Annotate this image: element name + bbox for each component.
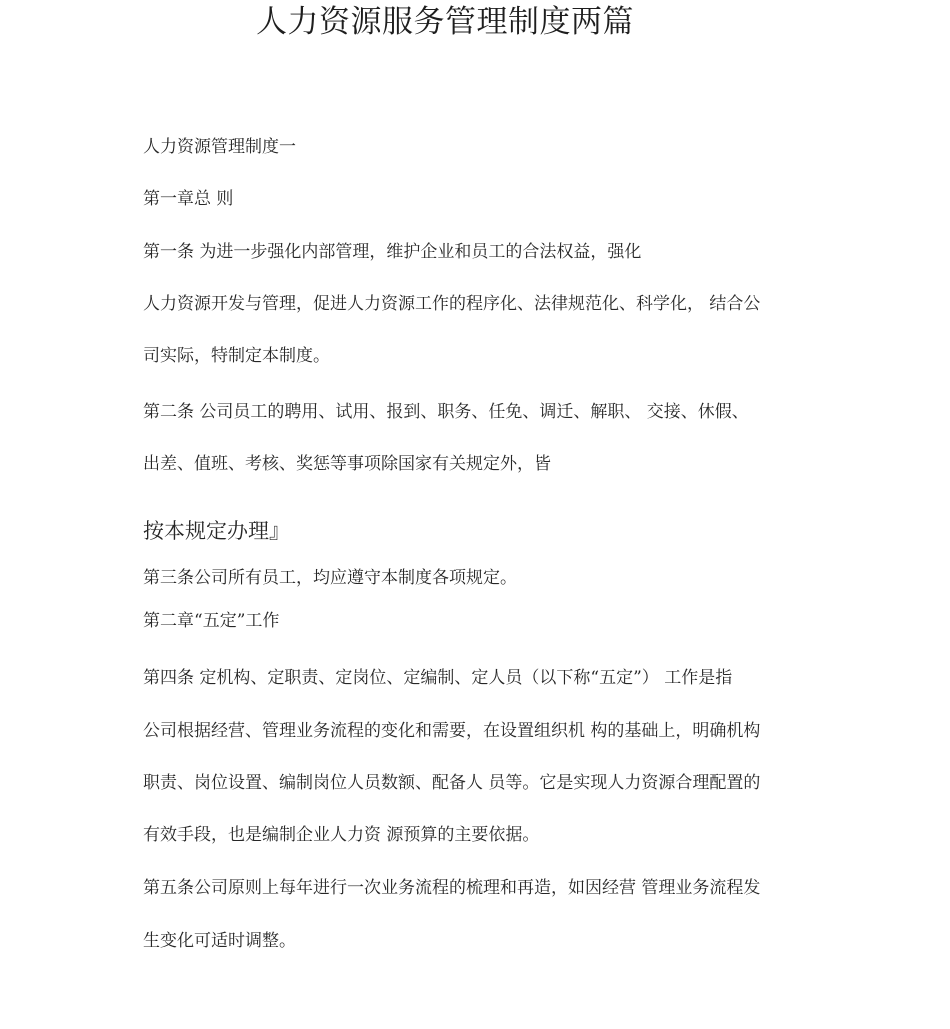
paragraph-line: 第二条 公司员工的聘用、试用、报到、职务、任免、调迁、解职、 交接、休假、 xyxy=(143,402,749,422)
paragraph-line: 公司根据经营、管理业务流程的变化和需要，在设置组织机 构的基础上，明确机构 xyxy=(143,721,761,741)
paragraph-line: 生变化可适时调整。 xyxy=(143,931,296,951)
paragraph-line: 第五条公司原则上每年进行一次业务流程的梳理和再造，如因经营 管理业务流程发 xyxy=(143,878,761,898)
chapter-heading: 第二章“五定”工作 xyxy=(143,611,280,631)
section-heading: 人力资源管理制度一 xyxy=(143,137,296,157)
document-title: 人力资源服务管理制度两篇 xyxy=(256,4,634,40)
paragraph-line: 有效手段，也是编制企业人力资 源预算的主要依据。 xyxy=(143,825,540,845)
paragraph-line: 出差、值班、考核、奖惩等事项除国家有关规定外，皆 xyxy=(143,454,551,474)
paragraph-line: 人力资源开发与管理，促进人力资源工作的程序化、法律规范化、科学化， 结合公 xyxy=(143,294,761,314)
paragraph-line: 第四条 定机构、定职责、定岗位、定编制、定人员（以下称“五定”） 工作是指 xyxy=(143,668,733,688)
paragraph-line: 司实际，特制定本制度。 xyxy=(143,346,330,366)
paragraph-line: 第三条公司所有员工，均应遵守本制度各项规定。 xyxy=(143,568,517,588)
paragraph-line: 职责、岗位设置、编制岗位人员数额、配备人 员等。它是实现人力资源合理配置的 xyxy=(143,773,761,793)
paragraph-line: 第一条 为进一步强化内部管理，维护企业和员工的合法权益，强化 xyxy=(143,242,642,262)
paragraph-line: 按本规定办理』 xyxy=(143,519,290,543)
chapter-heading: 第一章总 则 xyxy=(143,189,234,209)
